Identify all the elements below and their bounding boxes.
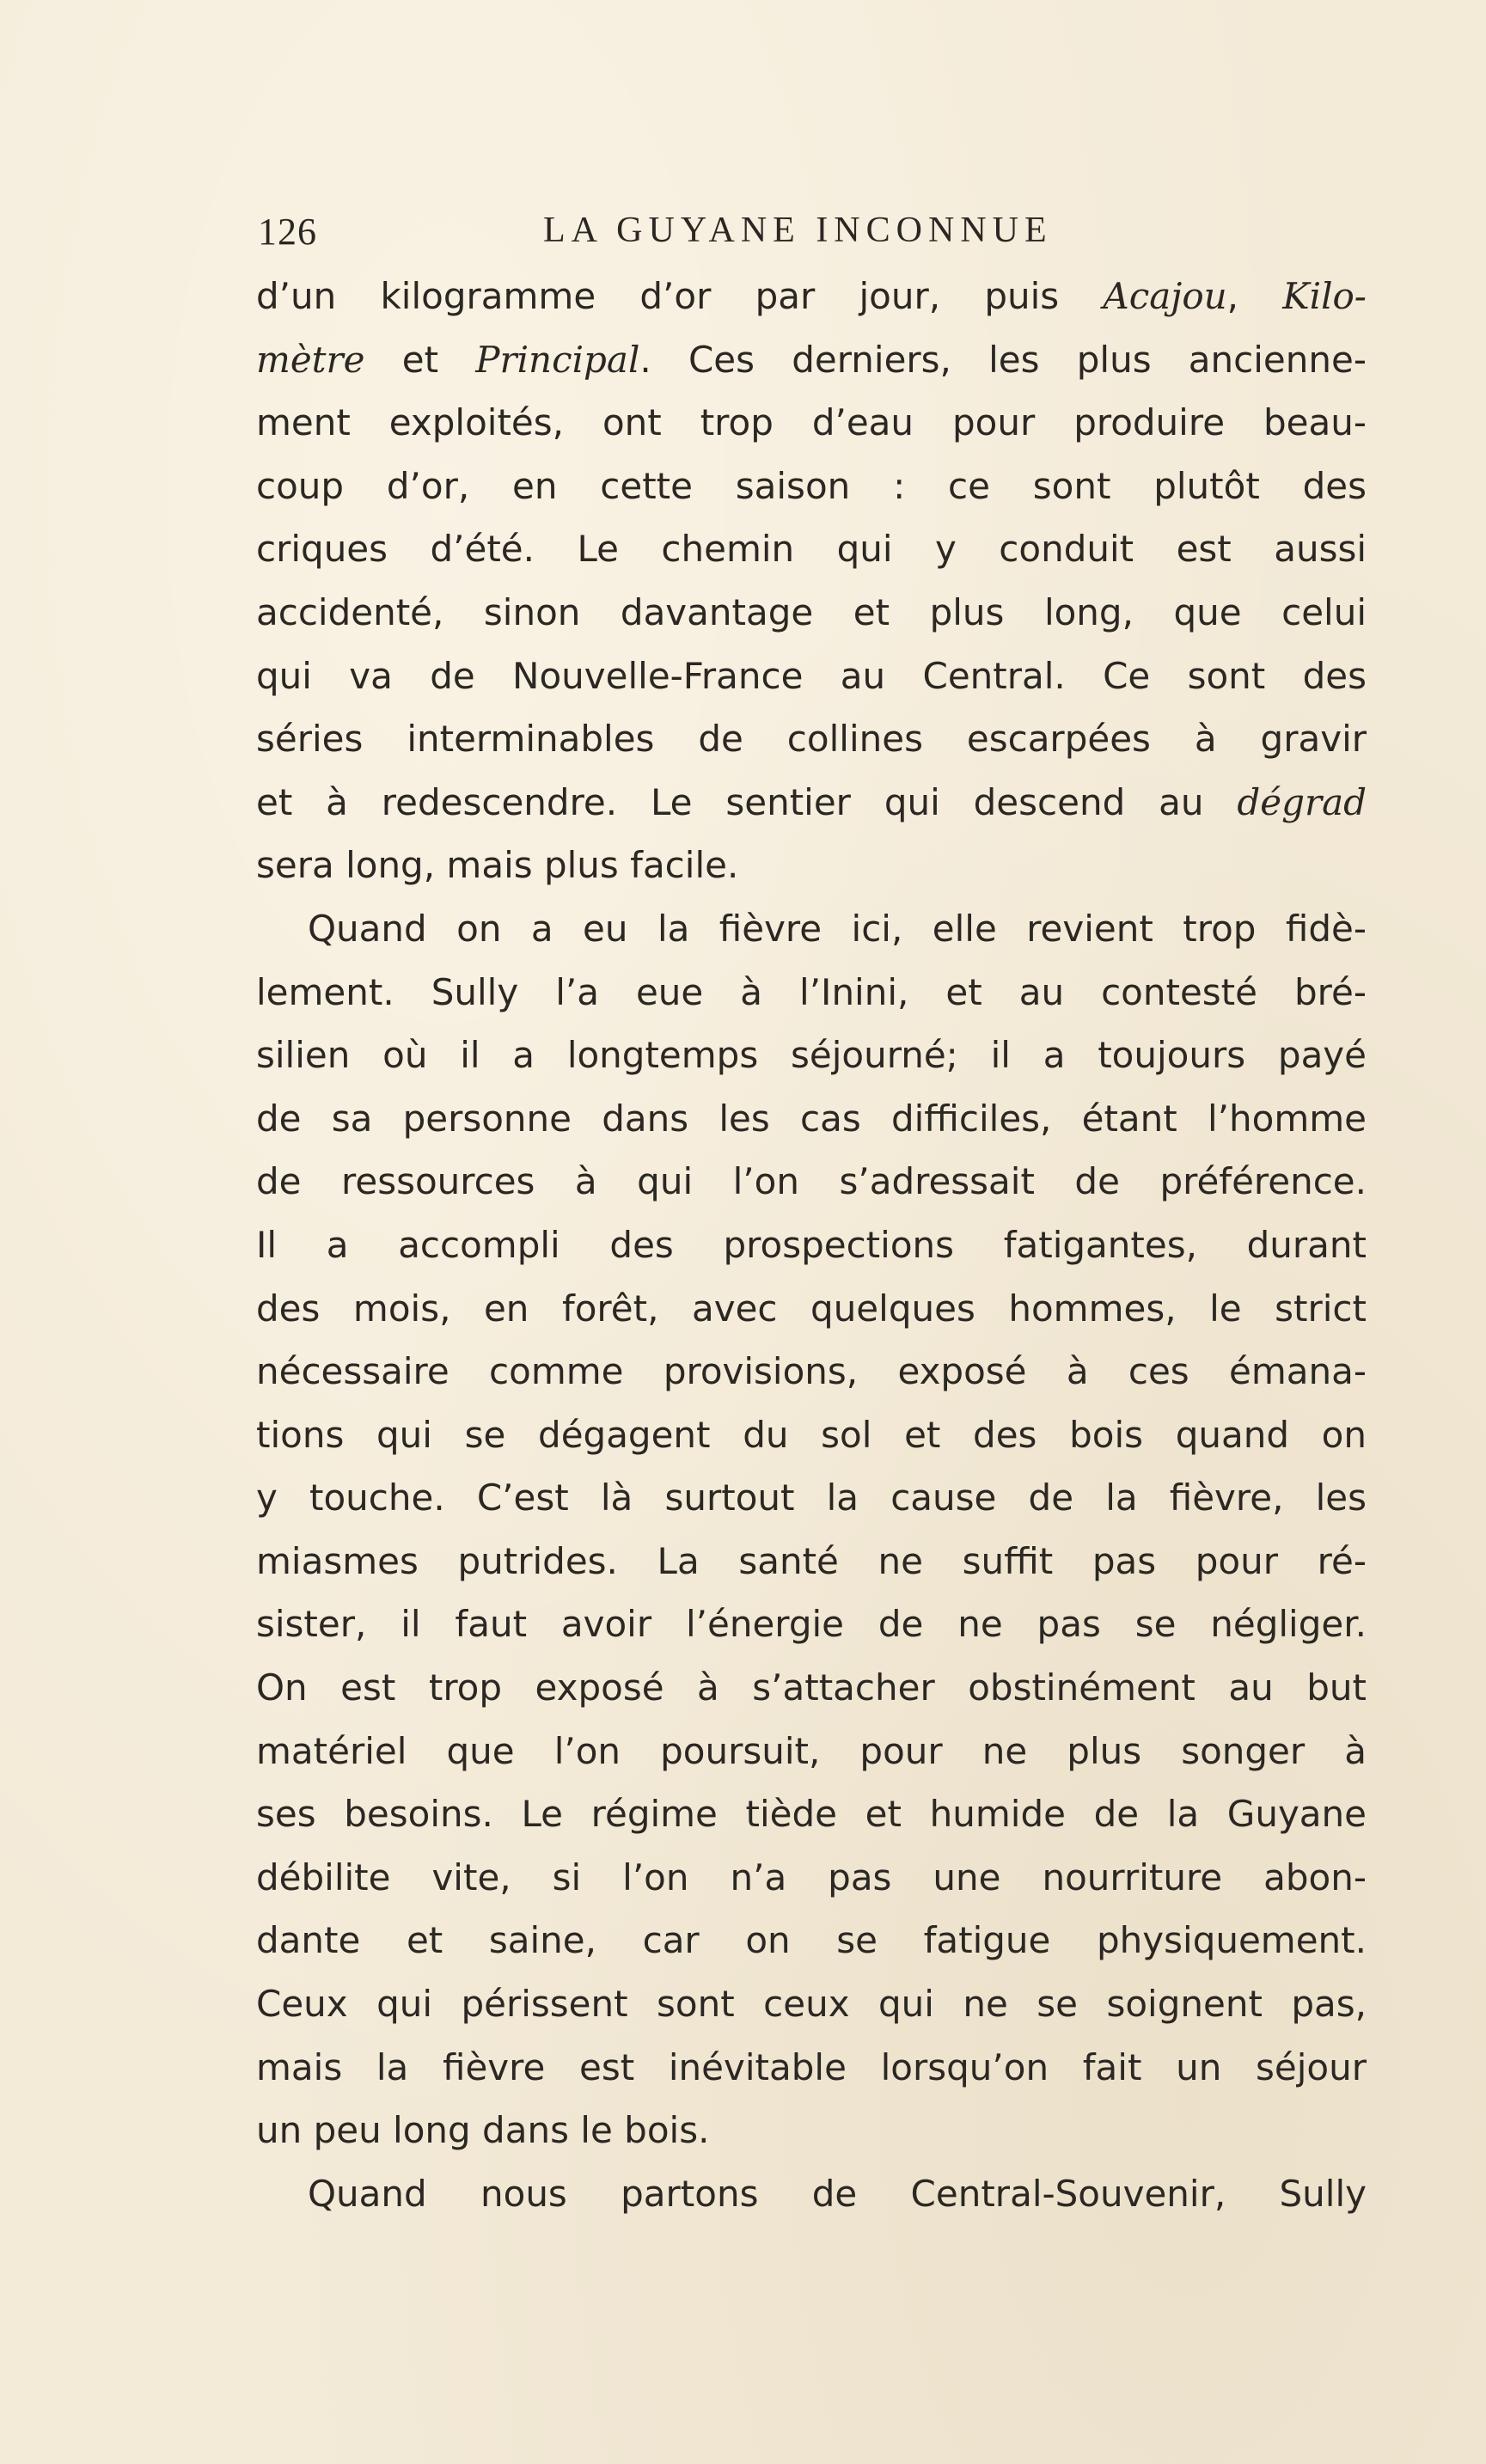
text-line: et à redescendre. Le sentier qui descend au dégrad — [256, 780, 1367, 823]
text-line: coup d’or, en cette saison : ce sont plutôt des — [256, 464, 1367, 507]
text-line: On est trop exposé à s’attacher obstinément au but — [256, 1666, 1367, 1709]
text-line: d’un kilogramme d’or par jour, puis Acajou, Kilo- — [256, 275, 1367, 317]
running-head — [258, 210, 1362, 254]
text-line: débilite vite, si l’on n’a pas une nourriture abon- — [256, 1856, 1367, 1898]
text-line: qui va de Nouvelle-France au Central. Ce sont des — [256, 654, 1367, 697]
text-line: des mois, en forêt, avec quelques hommes, le strict — [256, 1287, 1367, 1330]
text-line: tions qui se dégagent du sol et des bois quand on — [256, 1413, 1367, 1456]
text-line: ment exploités, ont trop d’eau pour produire beau- — [256, 401, 1367, 444]
text-line: criques d’été. Le chemin qui y conduit est aussi — [256, 528, 1367, 571]
text-line: matériel que l’on poursuit, pour ne plus songer à — [256, 1729, 1367, 1772]
page-number: 126 — [258, 211, 317, 253]
running-title: LA GUYANE INCONNUE — [543, 211, 1053, 250]
text-line: ses besoins. Le régime tiède et humide de la Guyane — [256, 1793, 1367, 1836]
text-line: de ressources à qui l’on s’adressait de préférence. — [256, 1160, 1367, 1203]
text-line: mais la fièvre est inévitable lorsqu’on fait un séjour — [256, 2045, 1367, 2088]
text-line: nécessaire comme provisions, exposé à ces émana- — [256, 1350, 1367, 1393]
text-line: Quand on a eu la fièvre ici, elle revient trop fidè- — [308, 907, 1367, 950]
text-line: accidenté, sinon davantage et plus long, que celui — [256, 590, 1367, 633]
text-line: sera long, mais plus facile. — [256, 844, 739, 887]
text-line: Quand nous partons de Central-Souvenir, Sully — [308, 2172, 1367, 2215]
text-line: mètre et Principal. Ces derniers, les plus ancienne- — [256, 338, 1367, 381]
text-line: y touche. C’est là surtout la cause de la fièvre, les — [256, 1477, 1367, 1519]
body-text — [256, 265, 1367, 2225]
text-line: séries interminables de collines escarpées à gravir — [256, 718, 1367, 761]
text-line: un peu long dans le bois. — [256, 2109, 710, 2152]
text-line: de sa personne dans les cas difficiles, étant l’homme — [256, 1097, 1367, 1140]
text-line: miasmes putrides. La santé ne suffit pas pour ré- — [256, 1539, 1367, 1582]
text-line: Il a accompli des prospections fatigantes, durant — [256, 1223, 1367, 1266]
text-line: sister, il faut avoir l’énergie de ne pas se négliger. — [256, 1603, 1367, 1646]
text-line: lement. Sully l’a eue à l’Inini, et au contesté bré- — [256, 970, 1367, 1013]
text-line: dante et saine, car on se fatigue physiquement. — [256, 1919, 1367, 1962]
text-line: Ceux qui périssent sont ceux qui ne se soignent pas, — [256, 1983, 1367, 2026]
text-line: silien où il a longtemps séjourné; il a toujours payé — [256, 1034, 1367, 1077]
